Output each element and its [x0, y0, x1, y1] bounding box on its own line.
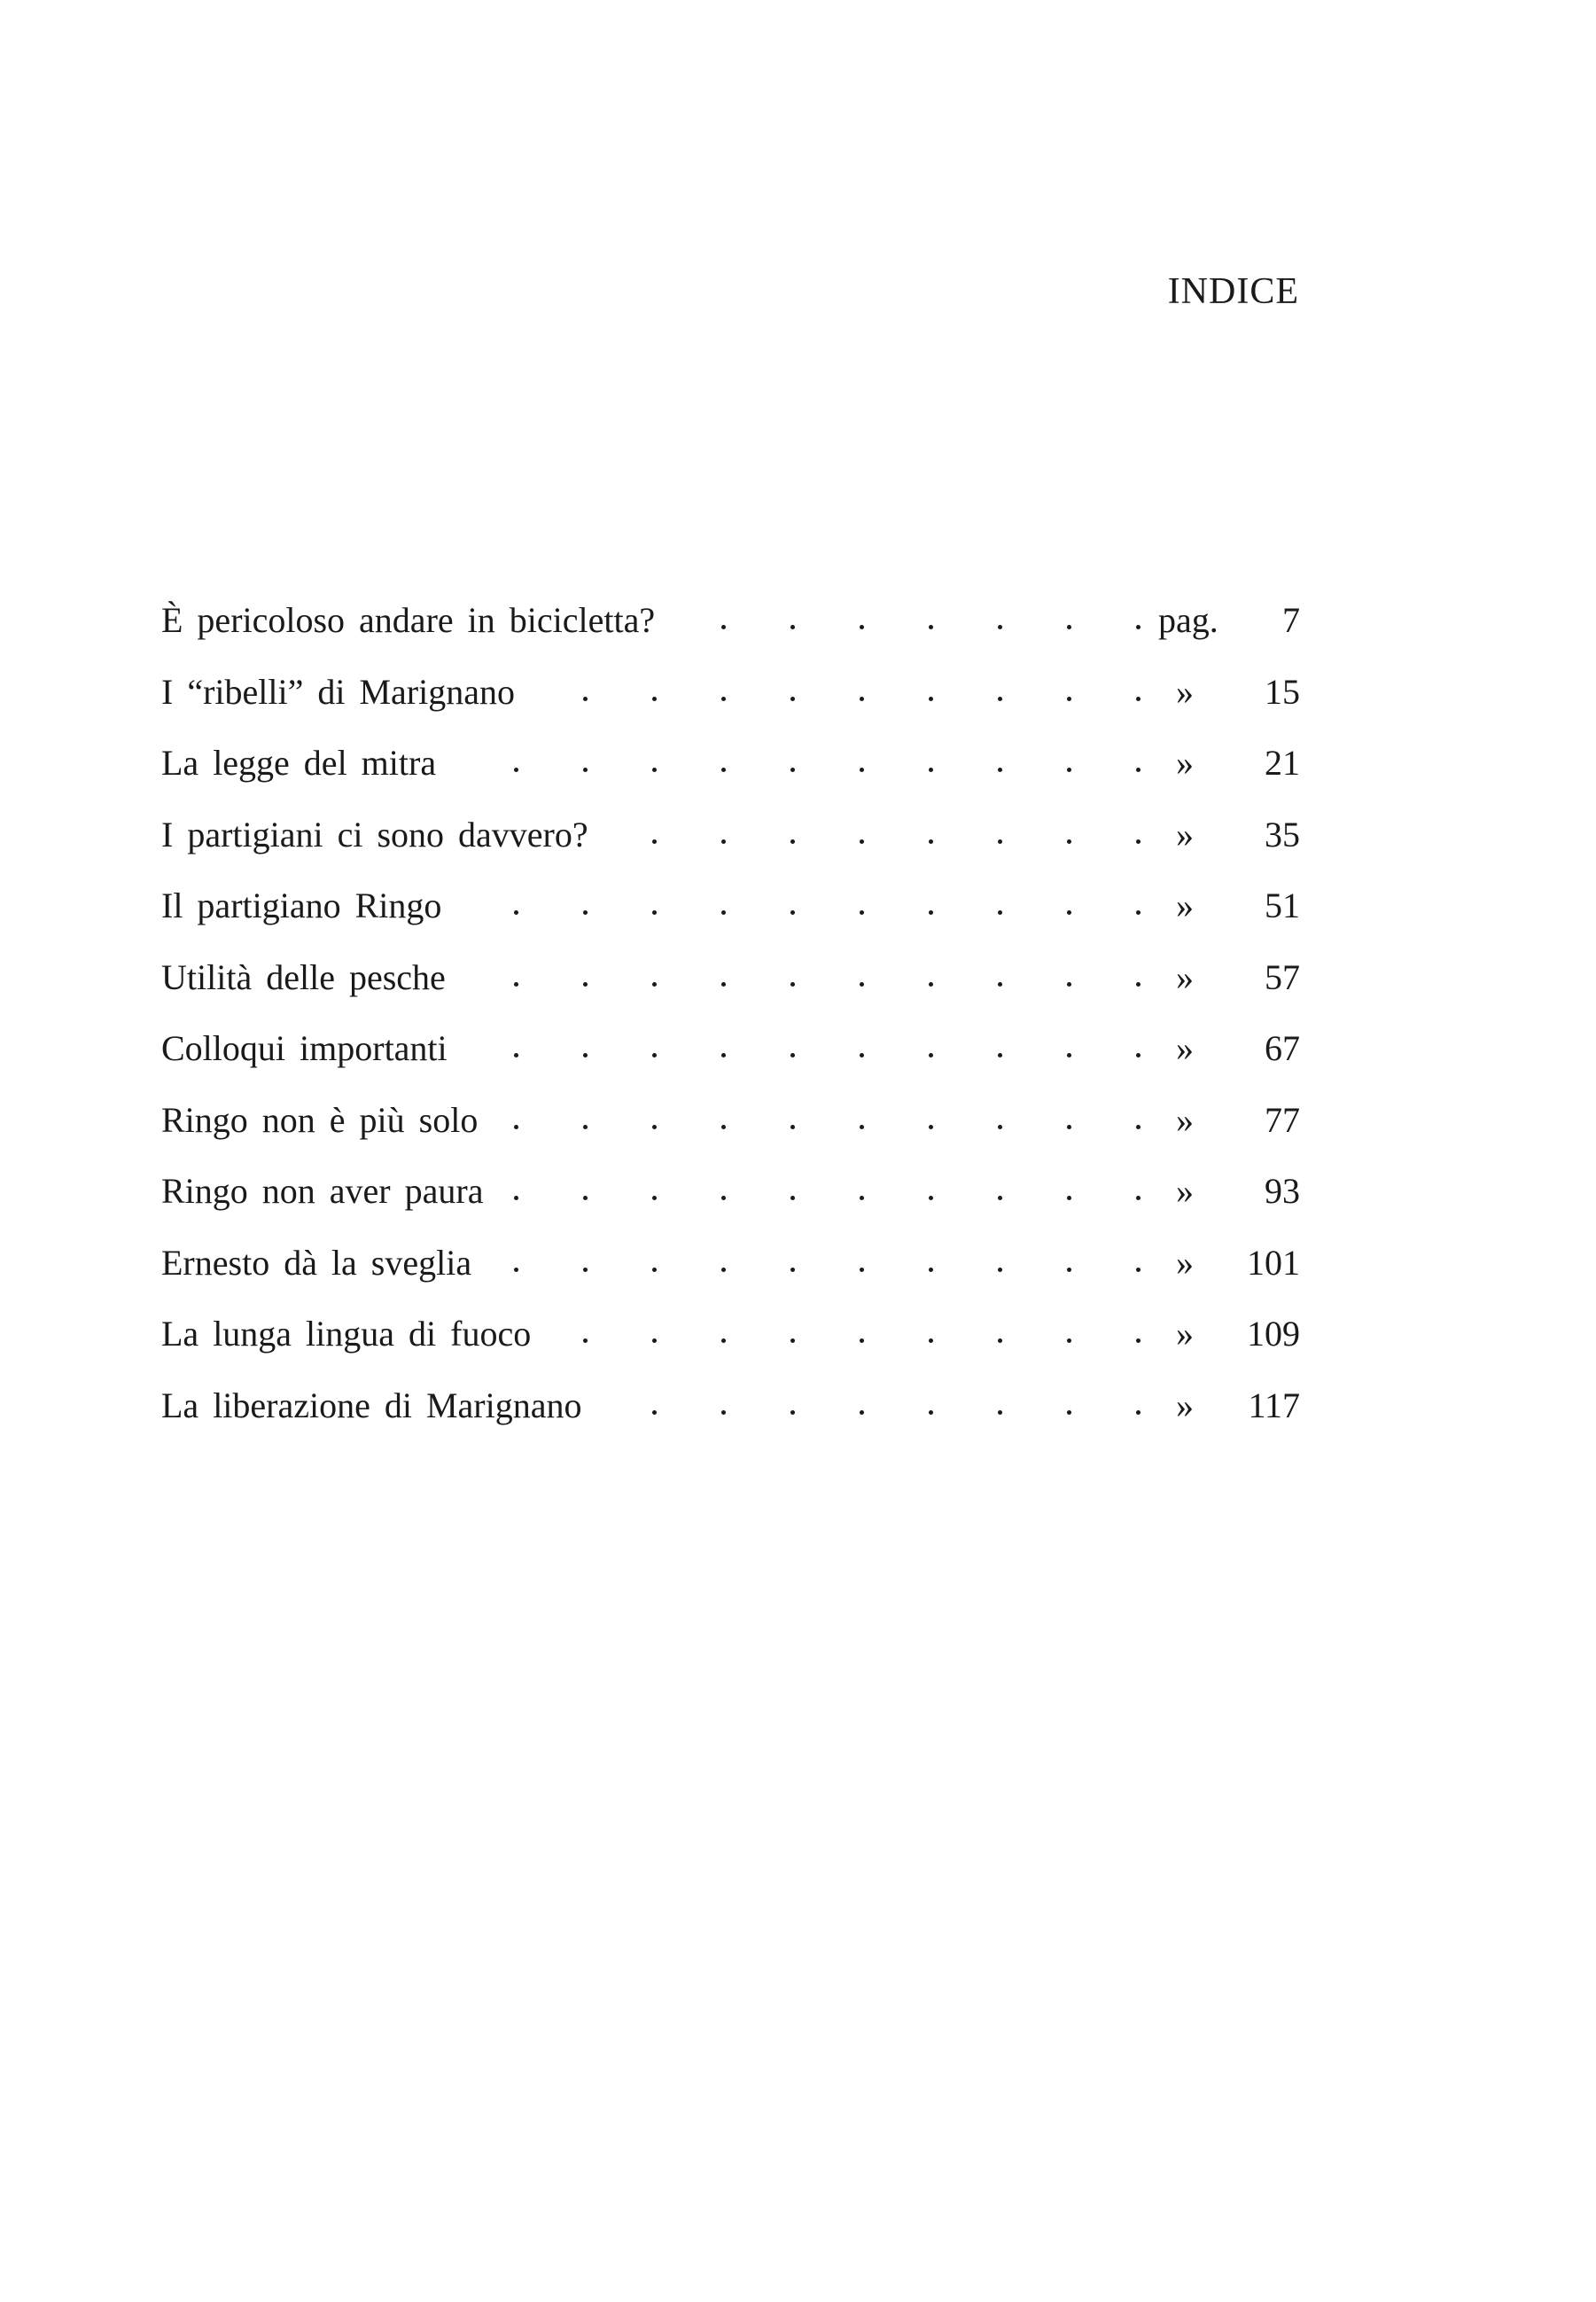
leader-dot: [790, 625, 795, 629]
leader-dot: [1136, 768, 1141, 772]
toc-page-number: 21: [1265, 743, 1300, 783]
table-of-contents: [161, 594, 1300, 1450]
toc-entry: [161, 951, 1300, 1023]
toc-entry: [161, 666, 1300, 737]
leader-dot: [1067, 768, 1071, 772]
toc-page-prefix: pag.: [1158, 600, 1218, 640]
toc-page-prefix: »: [1176, 1385, 1194, 1425]
leader-dot: [721, 1125, 726, 1129]
leader-dot: [721, 1053, 726, 1057]
leader-dot: [929, 1053, 933, 1057]
leader-dot: [652, 1338, 657, 1343]
toc-entry-title: Ernesto dà la sveglia: [161, 1242, 472, 1283]
leader-dot: [583, 768, 588, 772]
toc-entry: [161, 1237, 1300, 1308]
toc-entry-title: La legge del mitra: [161, 743, 437, 783]
leader-dot: [1136, 982, 1141, 987]
toc-page-number: 35: [1265, 814, 1300, 854]
toc-page-prefix: »: [1176, 1028, 1194, 1068]
leader-dot: [721, 1338, 726, 1343]
toc-page-prefix: »: [1176, 814, 1194, 854]
leader-dot: [860, 1196, 864, 1200]
leader-dot: [583, 1125, 588, 1129]
leader-dot: [998, 1338, 1002, 1343]
leader-dot: [929, 982, 933, 987]
leader-dot: [583, 910, 588, 915]
leader-dot: [929, 768, 933, 772]
leader-dot: [652, 982, 657, 987]
toc-page-number: 15: [1265, 671, 1300, 712]
leader-dot: [998, 697, 1002, 701]
leader-dot: [721, 1196, 726, 1200]
leader-dot: [860, 1338, 864, 1343]
leader-dot: [1136, 697, 1141, 701]
leader-dot: [790, 697, 795, 701]
leader-dot: [652, 1268, 657, 1272]
toc-page-prefix: »: [1176, 743, 1194, 783]
leader-dot: [998, 1410, 1002, 1415]
leader-dot: [514, 768, 518, 772]
toc-page-number: 7: [1282, 600, 1300, 640]
toc-page-number: 67: [1265, 1028, 1300, 1068]
toc-entry-title: La lunga lingua di fuoco: [161, 1314, 532, 1354]
leader-dot: [998, 839, 1002, 844]
toc-page-prefix: »: [1176, 1171, 1194, 1211]
leader-dot: [514, 1125, 518, 1129]
toc-entry: [161, 879, 1300, 951]
leader-dot: [790, 839, 795, 844]
toc-page-number: 109: [1247, 1314, 1300, 1354]
toc-entry-title: Il partigiano Ringo: [161, 886, 442, 925]
leader-dot: [860, 839, 864, 844]
leader-dot: [929, 1410, 933, 1415]
toc-entry-title: I “ribelli” di Marignano: [161, 671, 515, 712]
leader-dot: [514, 1268, 518, 1272]
leader-dot: [652, 839, 657, 844]
leader-dot: [998, 910, 1002, 915]
leader-dot: [790, 1338, 795, 1343]
leader-dot: [860, 625, 864, 629]
leader-dot: [998, 625, 1002, 629]
leader-dot: [583, 1268, 588, 1272]
leader-dot: [652, 1196, 657, 1200]
leader-dot: [929, 1338, 933, 1343]
leader-dot: [1136, 1410, 1141, 1415]
leader-dot: [860, 1410, 864, 1415]
leader-dot: [652, 1410, 657, 1415]
leader-dot: [583, 1338, 588, 1343]
toc-page-number: 51: [1265, 886, 1300, 925]
leader-dot: [514, 1196, 518, 1200]
toc-page-prefix: »: [1176, 1242, 1194, 1283]
toc-page-prefix: »: [1176, 886, 1194, 925]
leader-dot: [1067, 1338, 1071, 1343]
toc-page-number: 117: [1248, 1385, 1300, 1425]
leader-dot: [514, 1053, 518, 1057]
leader-dot: [998, 1268, 1002, 1272]
leader-dot: [998, 982, 1002, 987]
leader-dot: [652, 768, 657, 772]
leader-dot: [1136, 1268, 1141, 1272]
leader-dot: [721, 1410, 726, 1415]
leader-dot: [1067, 1053, 1071, 1057]
leader-dot: [790, 1410, 795, 1415]
leader-dot: [790, 1196, 795, 1200]
leader-dot: [1067, 1410, 1071, 1415]
toc-page-number: 93: [1265, 1171, 1300, 1211]
leader-dot: [514, 910, 518, 915]
leader-dot: [652, 910, 657, 915]
leader-dot: [1067, 697, 1071, 701]
toc-entry: [161, 1165, 1300, 1237]
leader-dot: [721, 1268, 726, 1272]
leader-dot: [929, 625, 933, 629]
leader-dot: [514, 982, 518, 987]
leader-dot: [860, 982, 864, 987]
leader-dot: [929, 1268, 933, 1272]
leader-dot: [998, 768, 1002, 772]
leader-dot: [998, 1125, 1002, 1129]
leader-dot: [790, 768, 795, 772]
leader-dot: [721, 839, 726, 844]
leader-dot: [721, 910, 726, 915]
leader-dot: [721, 768, 726, 772]
toc-page-prefix: »: [1176, 1099, 1194, 1140]
toc-entry-title: Utilità delle pesche: [161, 956, 446, 997]
leader-dot: [583, 697, 588, 701]
toc-entry-title: I partigiani ci sono davvero?: [161, 814, 588, 854]
leader-dot: [929, 839, 933, 844]
leader-dot: [1067, 982, 1071, 987]
leader-dot: [1067, 1125, 1071, 1129]
toc-entry: [161, 1022, 1300, 1094]
leader-dot: [929, 1196, 933, 1200]
toc-page-prefix: »: [1176, 956, 1194, 997]
leader-dot: [1067, 1196, 1071, 1200]
leader-dot: [721, 625, 726, 629]
toc-entry-title: Colloqui importanti: [161, 1028, 448, 1068]
toc-entry: [161, 1307, 1300, 1379]
toc-entry: [161, 1094, 1300, 1166]
leader-dot: [860, 697, 864, 701]
leader-dot: [583, 1053, 588, 1057]
leader-dot: [998, 1196, 1002, 1200]
toc-entry-title: Ringo non è più solo: [161, 1099, 479, 1140]
leader-dot: [790, 910, 795, 915]
leader-dot: [652, 1053, 657, 1057]
toc-entry: [161, 1379, 1300, 1451]
leader-dot: [860, 1125, 864, 1129]
leader-dot: [583, 1196, 588, 1200]
leader-dot: [790, 1053, 795, 1057]
leader-dot: [652, 697, 657, 701]
leader-dot: [1136, 1053, 1141, 1057]
leader-dot: [998, 1053, 1002, 1057]
leader-dot: [1136, 1196, 1141, 1200]
leader-dot: [860, 1268, 864, 1272]
leader-dot: [860, 910, 864, 915]
leader-dot: [929, 910, 933, 915]
leader-dot: [860, 768, 864, 772]
toc-page-number: 57: [1265, 956, 1300, 997]
toc-entry: [161, 808, 1300, 880]
leader-dot: [1136, 910, 1141, 915]
toc-page-number: 77: [1265, 1099, 1300, 1140]
toc-entry-title: È pericoloso andare in bicicletta?: [161, 600, 656, 640]
leader-dot: [583, 982, 588, 987]
leader-dot: [721, 697, 726, 701]
leader-dot: [1067, 1268, 1071, 1272]
leader-dot: [929, 1125, 933, 1129]
toc-page-number: 101: [1247, 1242, 1300, 1283]
toc-page-prefix: »: [1176, 1314, 1194, 1354]
leader-dot: [1067, 625, 1071, 629]
leader-dot: [790, 1268, 795, 1272]
leader-dot: [1067, 910, 1071, 915]
toc-entry-title: La liberazione di Marignano: [161, 1385, 582, 1425]
leader-dot: [652, 1125, 657, 1129]
leader-dot: [860, 1053, 864, 1057]
leader-dot: [1136, 839, 1141, 844]
toc-entry-title: Ringo non aver paura: [161, 1171, 484, 1211]
toc-entry: [161, 594, 1300, 666]
leader-dot: [1136, 1125, 1141, 1129]
page-title: INDICE: [1167, 271, 1299, 312]
toc-entry: [161, 737, 1300, 808]
leader-dot: [1067, 839, 1071, 844]
leader-dot: [1136, 625, 1141, 629]
leader-dot: [790, 1125, 795, 1129]
leader-dot: [790, 982, 795, 987]
leader-dot: [1136, 1338, 1141, 1343]
toc-page-prefix: »: [1176, 671, 1194, 712]
leader-dot: [721, 982, 726, 987]
leader-dot: [929, 697, 933, 701]
